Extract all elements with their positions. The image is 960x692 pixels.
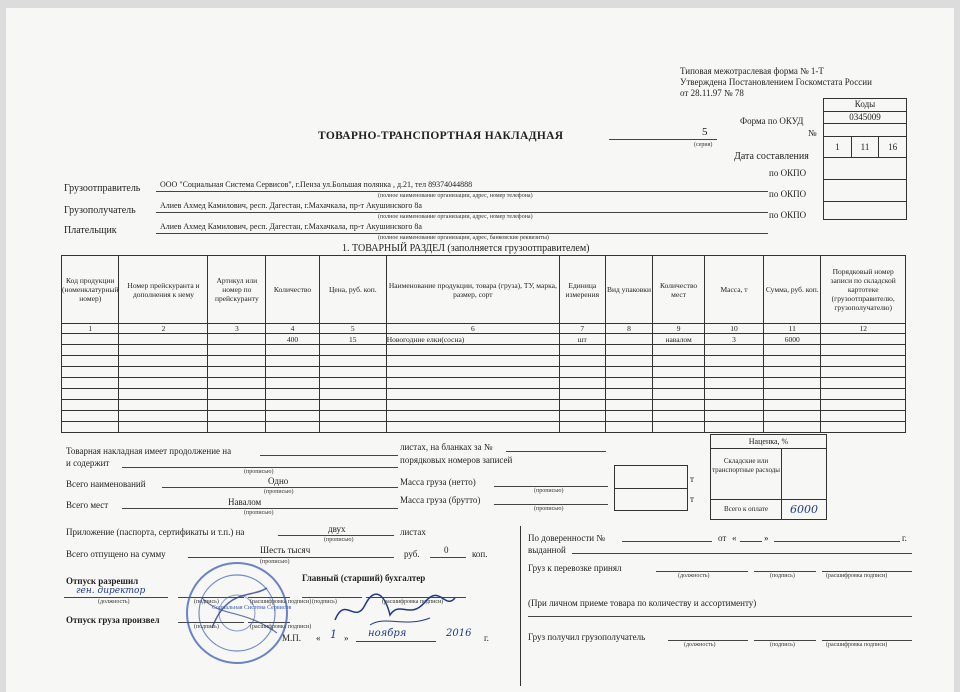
page-title: ТОВАРНО-ТРАНСПОРТНАЯ НАКЛАДНАЯ	[318, 130, 564, 142]
accepted-label: Груз к перевозке принял	[528, 563, 622, 573]
cell	[821, 334, 906, 345]
table-row	[62, 422, 906, 433]
table-row	[62, 334, 906, 345]
number-cell	[824, 124, 906, 137]
warehouse-label: Складские или транспортные расходы	[711, 449, 782, 499]
date-month: 11	[852, 137, 880, 157]
rub-label: руб.	[404, 549, 420, 559]
waybill-sheet: Типовая межотраслевая форма № 1-Т Утверждена Постановлением Госкомстата России от 28.11.97 № 78 Форма по ОКУД № Дата составления по ОКПО по ОКПО по ОКПО Коды 0345009 1 11 16 ТОВАРНО-ТРАНСПОРТНАЯ НАКЛАДНАЯ 5 (серия) Грузоотправитель ООО "Социальная Система Сервисов", г.Пенза ул.Большая полянка , д.21, тел 89374044888 (полное наименование организации, адрес, номер телефона) Грузополучатель Алиев Ахмед Камилович, респ. Дагестан, г.Махачкала, пр-т Акушинского 8а (полное наименование организации, адрес, номер телефона) Плательщик Алиев Ахмед Камилович, респ. Дагестан, г.Махачкала, пр-т Акушинского 8а (полное наименование организации, адрес, банковские реквизиты) 1. ТОВАРНЫЙ РАЗДЕЛ (заполняется грузоотправителем) Код продукции (номенклатурный номер) Номер прейскуранта и дополнения к нему Артикул или номер по прейскуранту Количество Цена, руб. коп. Наименование продукции, товара (груза), ТУ, марка, размер, сорт Единица измерения Вид упаковки Количество мест Масса, т Сумма, руб. коп. Порядковый номер записи по складской картотеке (грузоотправителю, грузополучателю) 1 2 3 4 5 6 7 8 9 10 11 12 400 15 Новогодние елки(сосна) шт навалом 3 6000 Наценка, % Складские или транспортные расходы Всего к оплате 6000 Товарная накладная имеет продолжение на и содержит (прописью) листах, на бланках за № порядковых номеров записей Всего наименований Одно (прописью) Всего мест Навалом (прописью) Масса груза (нетто) (прописью) Масса груза (брутто) (прописью) т т Приложение (паспорта, сертификаты и т.п.) на двух (прописью) листах Всего отпущено на сумму Шесть тысяч (прописью) руб. 0 коп. Отпуск разрешил ген. директор (должность) (подпись) (расшифровка подписи) Главный (старший) бухгалтер (подпись) (расшифровка подписи) Отпуск груза произвел (подпись) (расшифровка подписи) М.П. « 1 » ноября 2016 г. Социальная Система Сервисов По доверенности № от « » г. выданной Груз к перевозке принял (должность) (подпись) (расшифровка подписи) (При личном приеме товара по количеству и ассортименту) Груз получил грузополучатель (должность) (подпись) (расшифровка подписи)	[6, 8, 954, 692]
col-header: Наименование продукции, товара (груза), ТУ, марка, размер, сорт	[386, 256, 559, 324]
cell-mass: 3	[704, 334, 763, 345]
charges-box	[710, 434, 827, 520]
okpo-label-3: по ОКПО	[769, 210, 807, 220]
power-year-suffix: г.	[902, 533, 907, 543]
table-row	[62, 411, 906, 422]
release-year-suffix: г.	[484, 633, 489, 643]
col-number: 5	[319, 324, 386, 334]
payer-value: Алиев Ахмед Камилович, респ. Дагестан, г.Махачкала, пр-т Акушинского 8а	[160, 222, 422, 231]
okud-value: 0345009	[824, 112, 906, 124]
table-row	[62, 400, 906, 411]
okpo-cell-1	[824, 158, 906, 180]
ton-gross: т	[690, 494, 694, 504]
table-row	[62, 367, 906, 378]
kop-value: 0	[444, 545, 449, 555]
consignee-line	[156, 212, 768, 213]
col-header: Количество мест	[653, 256, 705, 324]
cell-places: навалом	[653, 334, 705, 345]
col-header: Единица измерения	[559, 256, 605, 324]
col-number: 8	[605, 324, 653, 334]
released-sum-value: Шесть тысяч	[260, 545, 311, 555]
col-number: 11	[764, 324, 821, 334]
sheets-label: листах, на бланках за №	[400, 442, 493, 452]
col-number: 4	[266, 324, 320, 334]
col-number: 7	[559, 324, 605, 334]
okpo-label-2: по ОКПО	[769, 189, 807, 199]
table-row	[62, 356, 906, 367]
chief-accountant-label: Главный (старший) бухгалтер	[302, 573, 426, 583]
contains-label: и содержит	[66, 458, 110, 468]
section-title: 1. ТОВАРНЫЙ РАЗДЕЛ (заполняется грузоотправителем)	[342, 243, 590, 254]
block-divider	[520, 526, 521, 686]
total-places-label: Всего мест	[66, 500, 109, 510]
total-places-value: Навалом	[228, 497, 262, 507]
col-number: 12	[821, 324, 906, 334]
consignee-label: Грузополучатель	[64, 205, 136, 216]
total-pay-value: 6000	[790, 503, 818, 516]
allowed-position: ген. директор	[76, 586, 146, 596]
continuation-label: Товарная накладная имеет продолжение на	[66, 446, 232, 456]
okud-label: Форма по ОКУД	[740, 116, 804, 126]
col-header: Вид упаковки	[605, 256, 653, 324]
table-row	[62, 378, 906, 389]
release-day: 1	[330, 628, 337, 641]
attachment-label: Приложение (паспорта, сертификаты и т.п.) на	[66, 527, 245, 537]
payer-label: Плательщик	[64, 225, 117, 236]
table-row	[62, 389, 906, 400]
date-label: Дата составления	[734, 151, 809, 162]
table-row	[62, 345, 906, 356]
goods-table	[61, 255, 906, 433]
allowed-label: Отпуск разрешил	[66, 576, 139, 586]
shipper-line	[156, 191, 768, 192]
markup-label: Наценка, %	[711, 435, 826, 449]
net-mass-label: Масса груза (нетто)	[400, 477, 476, 487]
col-header: Номер прейскуранта и дополнения к нему	[119, 256, 208, 324]
released-sum-label: Всего отпущено на сумму	[66, 549, 166, 559]
cell	[605, 334, 653, 345]
codes-box	[823, 98, 907, 220]
col-header: Код продукции (номенклатурный номер)	[62, 256, 119, 324]
attachment-value: двух	[328, 524, 346, 534]
number-line	[609, 139, 717, 140]
cell	[208, 334, 266, 345]
company-stamp-icon	[182, 558, 292, 668]
form-note-2: Утверждена Постановлением Госкомстата России	[680, 77, 872, 87]
cell	[119, 334, 208, 345]
issued-label: выданной	[528, 545, 566, 555]
col-number: 3	[208, 324, 266, 334]
col-header: Сумма, руб. коп.	[764, 256, 821, 324]
col-header: Масса, т	[704, 256, 763, 324]
date-day: 1	[824, 137, 852, 157]
in-words-caption: (прописью)	[244, 469, 274, 475]
date-cells	[824, 137, 906, 158]
total-names-value: Одно	[268, 476, 289, 486]
kop-label: коп.	[472, 549, 488, 559]
from-label: от	[718, 533, 727, 543]
release-month: ноября	[368, 628, 407, 639]
cell	[62, 334, 119, 345]
shipper-label: Грузоотправитель	[64, 183, 141, 194]
col-header: Порядковый номер записи по складской картотеке (грузоотправителю, грузополучателю)	[821, 256, 906, 324]
form-note-1: Типовая межотраслевая форма № 1-Т	[680, 66, 824, 76]
total-pay-label: Всего к оплате	[711, 500, 782, 519]
cell-quantity: 400	[266, 334, 320, 345]
stamp-text: Социальная Система Сервисов	[212, 605, 292, 611]
mp-label: М.П.	[282, 633, 302, 643]
personal-label: (При личном приеме товара по количеству и ассортименту)	[528, 598, 757, 608]
col-number: 6	[386, 324, 559, 334]
col-number: 1	[62, 324, 119, 334]
col-header: Артикул или номер по прейскуранту	[208, 256, 266, 324]
col-number: 9	[653, 324, 705, 334]
mass-box	[614, 465, 688, 511]
table-header-row	[62, 256, 906, 324]
codes-header: Коды	[824, 99, 906, 112]
ton-net: т	[690, 474, 694, 484]
series-caption: (серия)	[694, 142, 713, 148]
power-label: По доверенности №	[528, 533, 605, 543]
records-label: порядковых номеров записей	[400, 455, 513, 465]
okpo-cell-3	[824, 202, 906, 222]
received-label: Груз получил грузополучатель	[528, 632, 646, 642]
signature-scribble-icon	[330, 590, 460, 630]
okpo-label-1: по ОКПО	[769, 168, 807, 178]
cell-unit: шт	[559, 334, 605, 345]
consignee-caption: (полное наименование организации, адрес, номер телефона)	[378, 214, 533, 220]
cell-product: Новогодние елки(сосна)	[386, 334, 559, 345]
cell-price: 15	[319, 334, 386, 345]
attachment-unit: листах	[400, 527, 426, 537]
made-label: Отпуск груза произвел	[66, 615, 160, 625]
total-names-label: Всего наименований	[66, 479, 146, 489]
col-number: 2	[119, 324, 208, 334]
form-note-3: от 28.11.97 № 78	[680, 88, 744, 98]
shipper-caption: (полное наименование организации, адрес, номер телефона)	[378, 193, 533, 199]
date-year: 16	[888, 142, 898, 152]
col-number: 10	[704, 324, 763, 334]
okpo-cell-2	[824, 180, 906, 202]
waybill-number: 5	[702, 126, 708, 138]
release-year: 2016	[446, 628, 472, 639]
number-sign-right: №	[808, 128, 817, 138]
payer-line	[156, 233, 768, 234]
payer-caption: (полное наименование организации, адрес, банковские реквизиты)	[378, 235, 549, 241]
cell-sum: 6000	[764, 334, 821, 345]
consignee-value: Алиев Ахмед Камилович, респ. Дагестан, г.Махачкала, пр-т Акушинского 8а	[160, 201, 422, 210]
shipper-value: ООО "Социальная Система Сервисов", г.Пенза ул.Большая полянка , д.21, тел 89374044888	[160, 180, 473, 189]
table-number-row	[62, 324, 906, 334]
gross-mass-label: Масса груза (брутто)	[400, 495, 481, 505]
col-header: Цена, руб. коп.	[319, 256, 386, 324]
col-header: Количество	[266, 256, 320, 324]
